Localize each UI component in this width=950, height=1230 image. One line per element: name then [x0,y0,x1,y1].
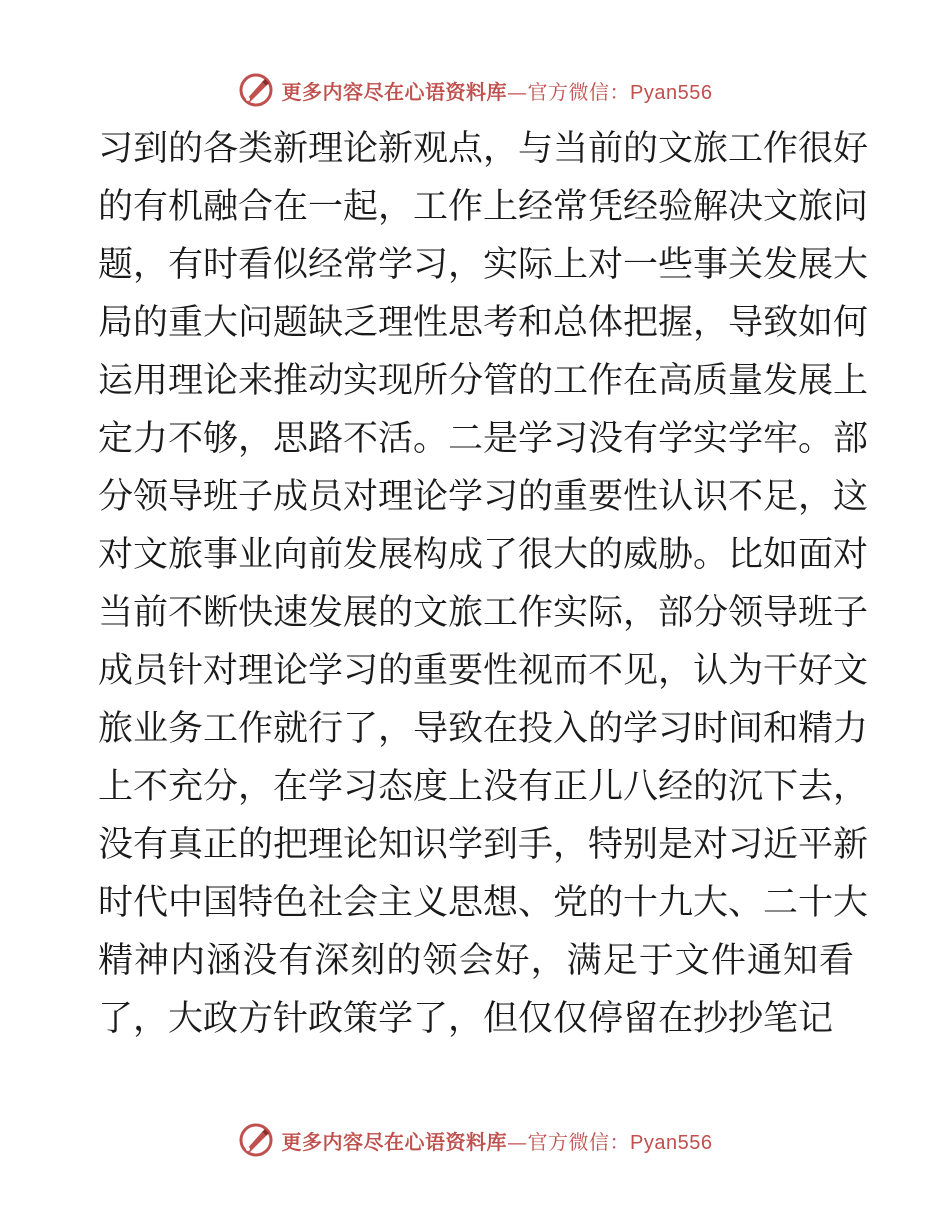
body-line: 时代中国特色社会主义思想、党的十九大、二十大 [98,883,869,923]
body-line: 上不充分，在学习态度上没有正儿八经的沉下去， [98,767,869,807]
header-separator: — [507,79,528,104]
footer-promo-text: 更多内容尽在心语资料库 [281,1129,508,1154]
body-line: 分领导班子成员对理论学习的重要性认识不足，这 [98,477,869,517]
header-wechat-id: Pyan556 [630,81,713,104]
body-line: 旅业务工作就行了，导致在投入的学习时间和精力 [98,709,869,749]
footer-banner-text [282,1126,713,1155]
pen-logo-icon [238,72,274,108]
body-line: 精神内涵没有深刻的领会好，满足于文件通知看 [98,941,854,981]
header-promo-text: 更多内容尽在心语资料库 [281,79,508,104]
body-line: 运用理论来推动实现所分管的工作在高质量发展上 [98,361,869,401]
body-line: 定力不够，思路不活。二是学习没有学实学牢。部 [98,419,869,459]
header-banner [0,68,950,112]
footer-wechat-id: Pyan556 [630,1131,713,1154]
header-wechat-label: 官方微信： [527,79,631,104]
body-line: 对文旅事业向前发展构成了很大的威胁。比如面对 [98,535,869,575]
header-banner-text [282,76,713,105]
body-line: 习到的各类新理论新观点，与当前的文旅工作很好 [98,129,869,169]
body-line: 题，有时看似经常学习，实际上对一些事关发展大 [98,245,869,285]
footer-separator: — [507,1129,528,1154]
body-line: 局的重大问题缺乏理性思考和总体把握，导致如何 [98,303,869,343]
footer-banner [0,1118,950,1162]
body-line: 了，大政方针政策学了，但仅仅停留在抄抄笔记 [98,999,834,1039]
body-line: 的有机融合在一起，工作上经常凭经验解决文旅问 [98,187,869,227]
body-line: 没有真正的把理论知识学到手，特别是对习近平新 [98,825,869,865]
document-body [98,120,869,1048]
body-line: 当前不断快速发展的文旅工作实际，部分领导班子 [98,593,869,633]
pen-logo-icon [238,1122,274,1158]
footer-wechat-label: 官方微信： [527,1129,631,1154]
body-line: 成员针对理论学习的重要性视而不见，认为干好文 [98,651,869,691]
